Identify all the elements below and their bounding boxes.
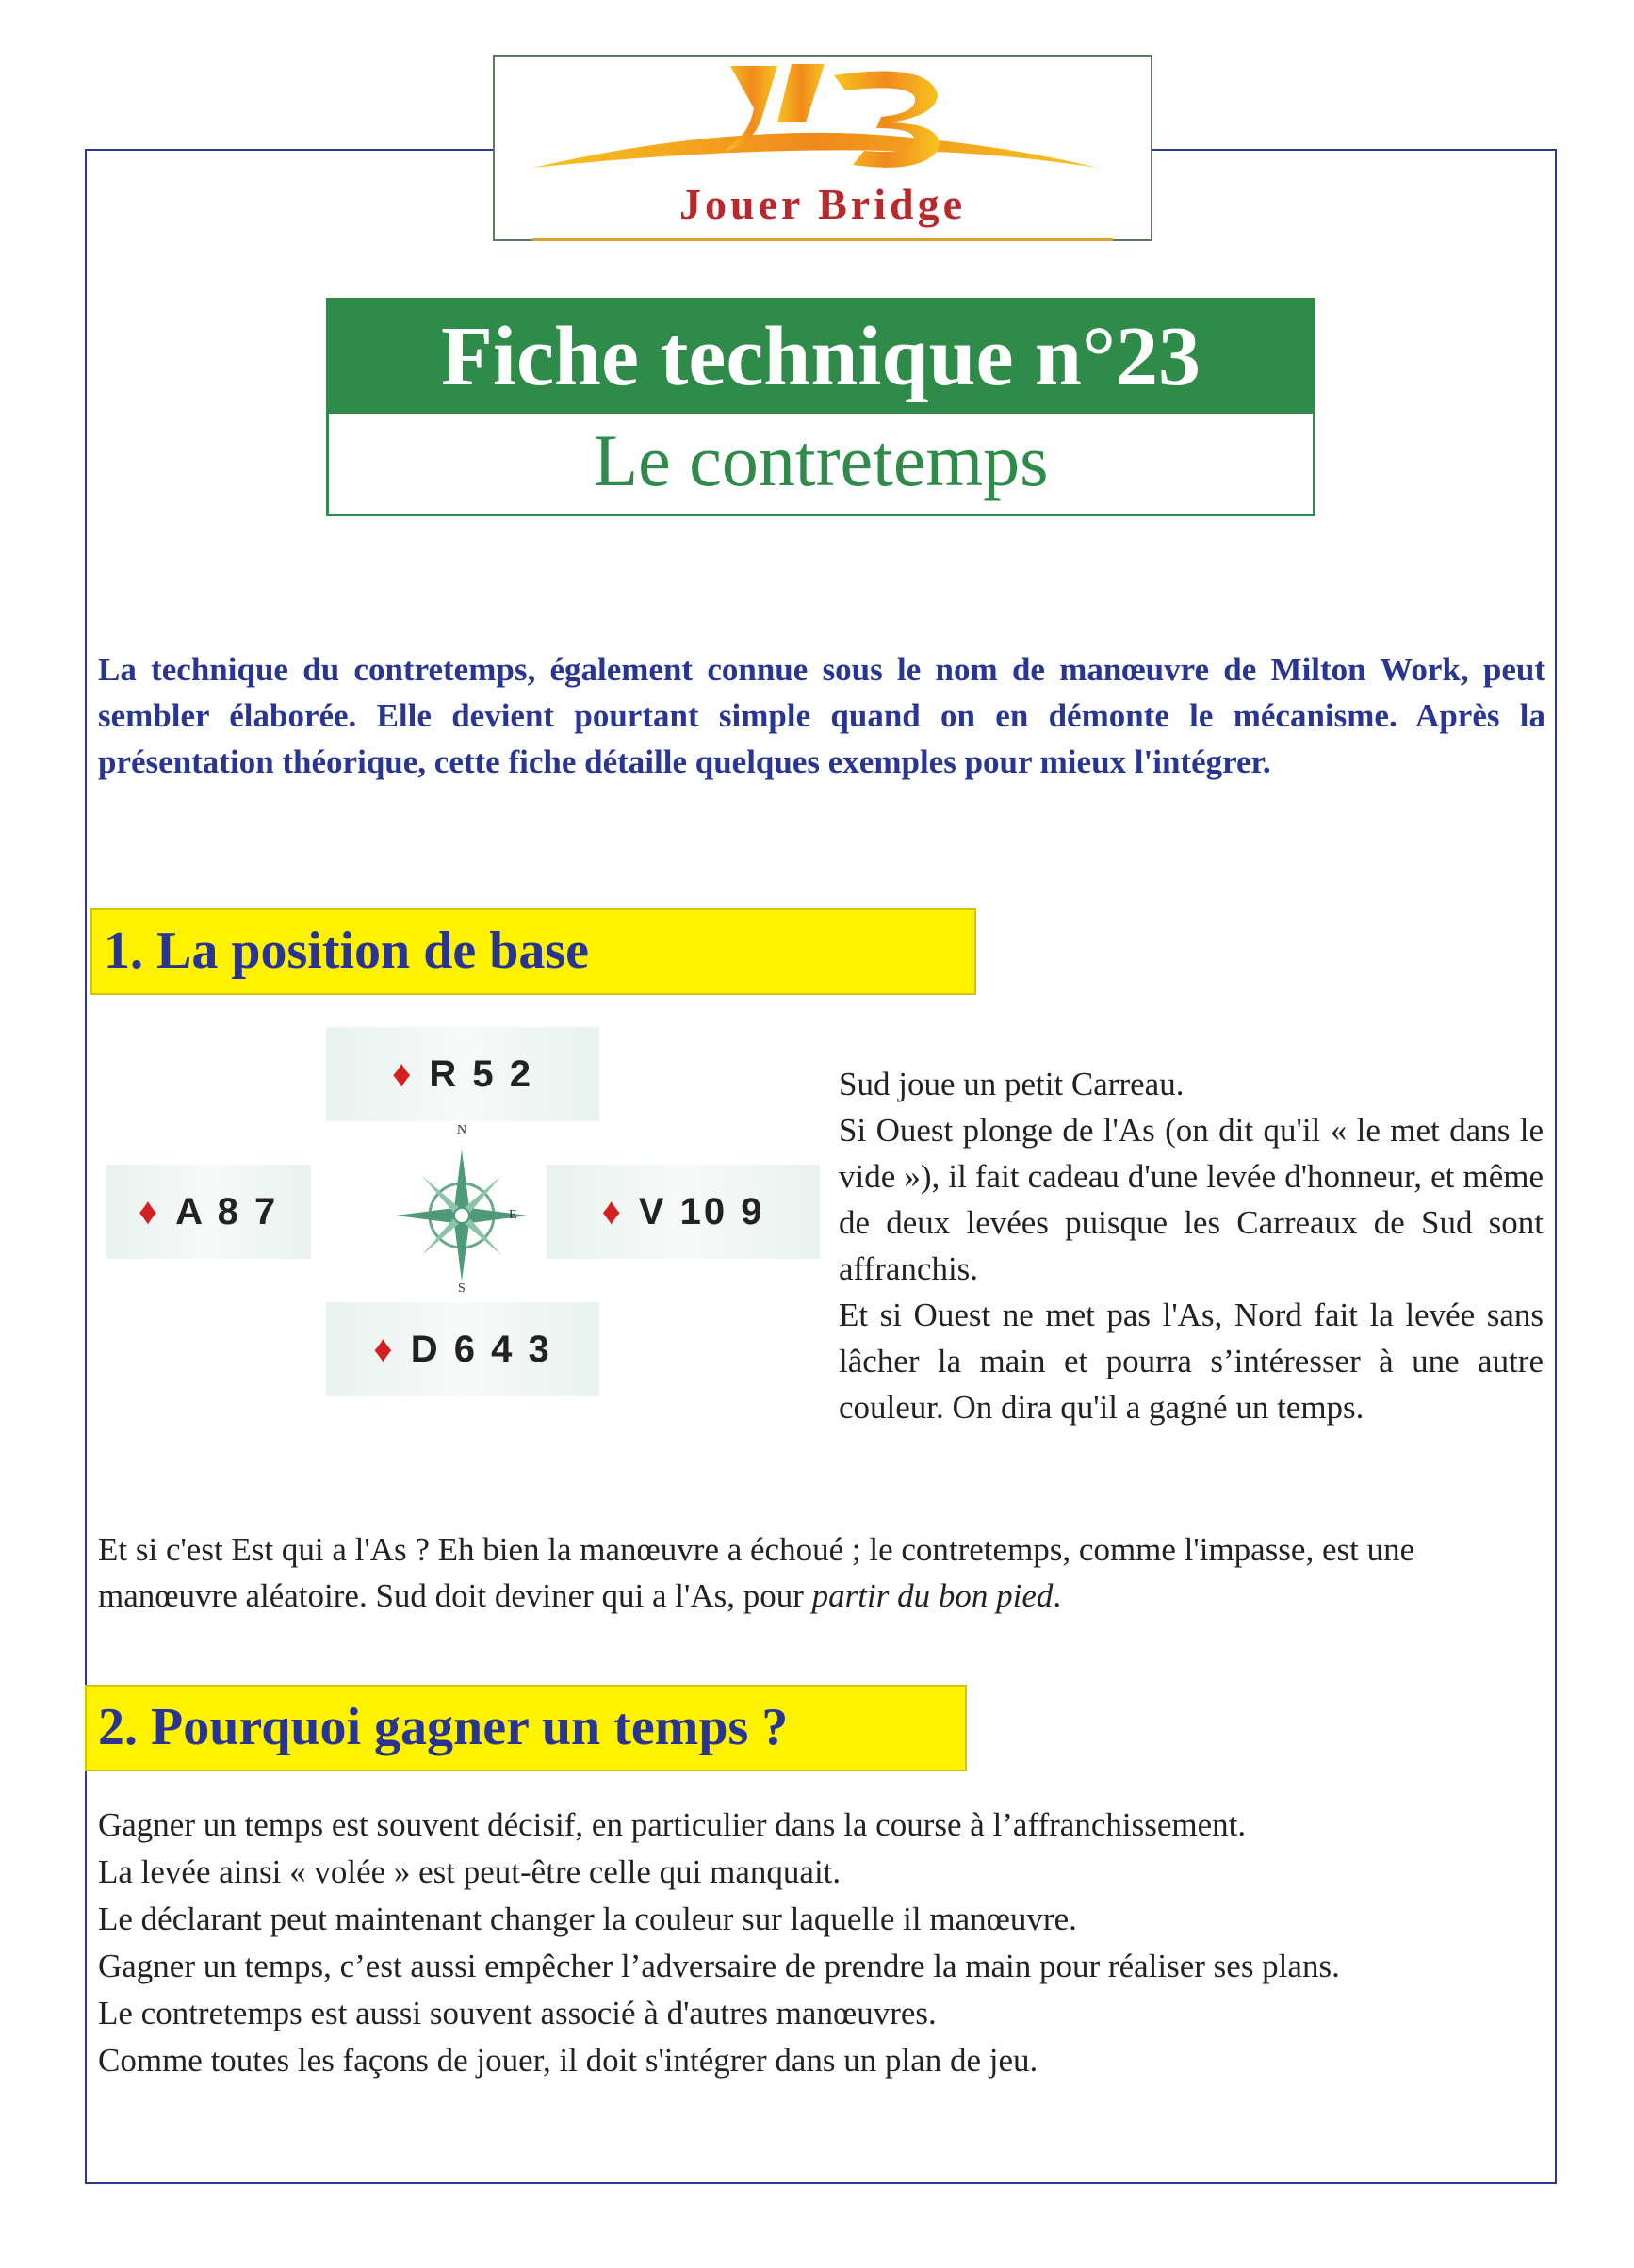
hand-north-cards: R 5 2 [429,1052,534,1095]
reason-line: Le contretemps est aussi souvent associé à d'autres manœuvres. [98,1995,937,2031]
compass-east-label: E [509,1208,517,1222]
section-1-conclusion [98,1526,1545,1619]
compass-rose-icon [377,1131,547,1300]
reason-line: Gagner un temps, c’est aussi empêcher l’adversaire de prendre la main pour réaliser ses plans. [98,1948,1340,1984]
section-2-heading: 2. Pourquoi gagner un temps ? [85,1685,967,1771]
conclusion-italic: partir du bon pied [811,1577,1054,1614]
compass-rose [377,1123,547,1300]
intro-paragraph: La technique du contretemps, également connue sous le nom de manœuvre de Milton Work, peut sembler élaborée. Elle devient pourtant simple quand on en démonte le mécanisme. Après la présentation théorique, cette fiche détaille quelques exemples pour mieux l'intégrer. [98,651,1545,780]
hand-east-cards: V 10 9 [638,1190,765,1232]
hand-south [326,1302,599,1396]
hand-west [106,1165,311,1259]
title-box [326,298,1315,516]
explanation-line: Si Ouest plonge de l'As (on dit qu'il « le met dans le vide »), il fait cadeau d'une levée d'honneur, et même de deux levées puisque les Carreaux de Sud sont affranchis. [839,1112,1544,1287]
section-1-explanation [839,1061,1544,1430]
diamond-icon: ♦ [391,1052,415,1095]
compass-north-label: N [457,1123,467,1137]
hand-west-cards: A 8 7 [175,1190,279,1232]
hand-south-cards: D 6 4 3 [410,1328,552,1370]
hand-east [547,1165,820,1259]
reason-line: La levée ainsi « volée » est peut-être celle qui manquait. [98,1853,842,1890]
reason-line: Gagner un temps est souvent décisif, en particulier dans la course à l’affranchissement. [98,1806,1247,1843]
diamond-icon: ♦ [601,1190,624,1232]
section-2-lines [98,1802,1549,2084]
hand-north [326,1027,599,1121]
compass-south-label: S [458,1281,466,1296]
reason-line: Comme toutes les façons de jouer, il doit s'intégrer dans un plan de jeu. [98,2042,1038,2079]
explanation-line: Sud joue un petit Carreau. [839,1066,1185,1102]
logo-text: Jouer Bridge [679,180,966,228]
conclusion-end: . [1053,1577,1062,1614]
logo-underline [532,238,1113,241]
section-1-heading: 1. La position de base [90,908,976,995]
diamond-icon: ♦ [138,1190,161,1232]
jouer-bridge-logo [493,55,1152,241]
diamond-icon: ♦ [373,1328,396,1370]
explanation-line: Et si Ouest ne met pas l'As, Nord fait la levée sans lâcher la main et pourra s’intéresser à une autre couleur. On dira qu'il a gagné un temps. [839,1297,1544,1426]
conclusion-text: Et si c'est Est qui a l'As ? Eh bien la manœuvre a échoué ; le contretemps, comme l'impasse, est une manœuvre aléatoire. Sud doit deviner qui a l'As, pour [98,1531,1415,1614]
sheet-number-title: Fiche technique n°23 [329,301,1313,414]
reason-line: Le déclarant peut maintenant changer la couleur sur laquelle il manœuvre. [98,1901,1077,1937]
sheet-subject-title: Le contretemps [593,419,1049,501]
